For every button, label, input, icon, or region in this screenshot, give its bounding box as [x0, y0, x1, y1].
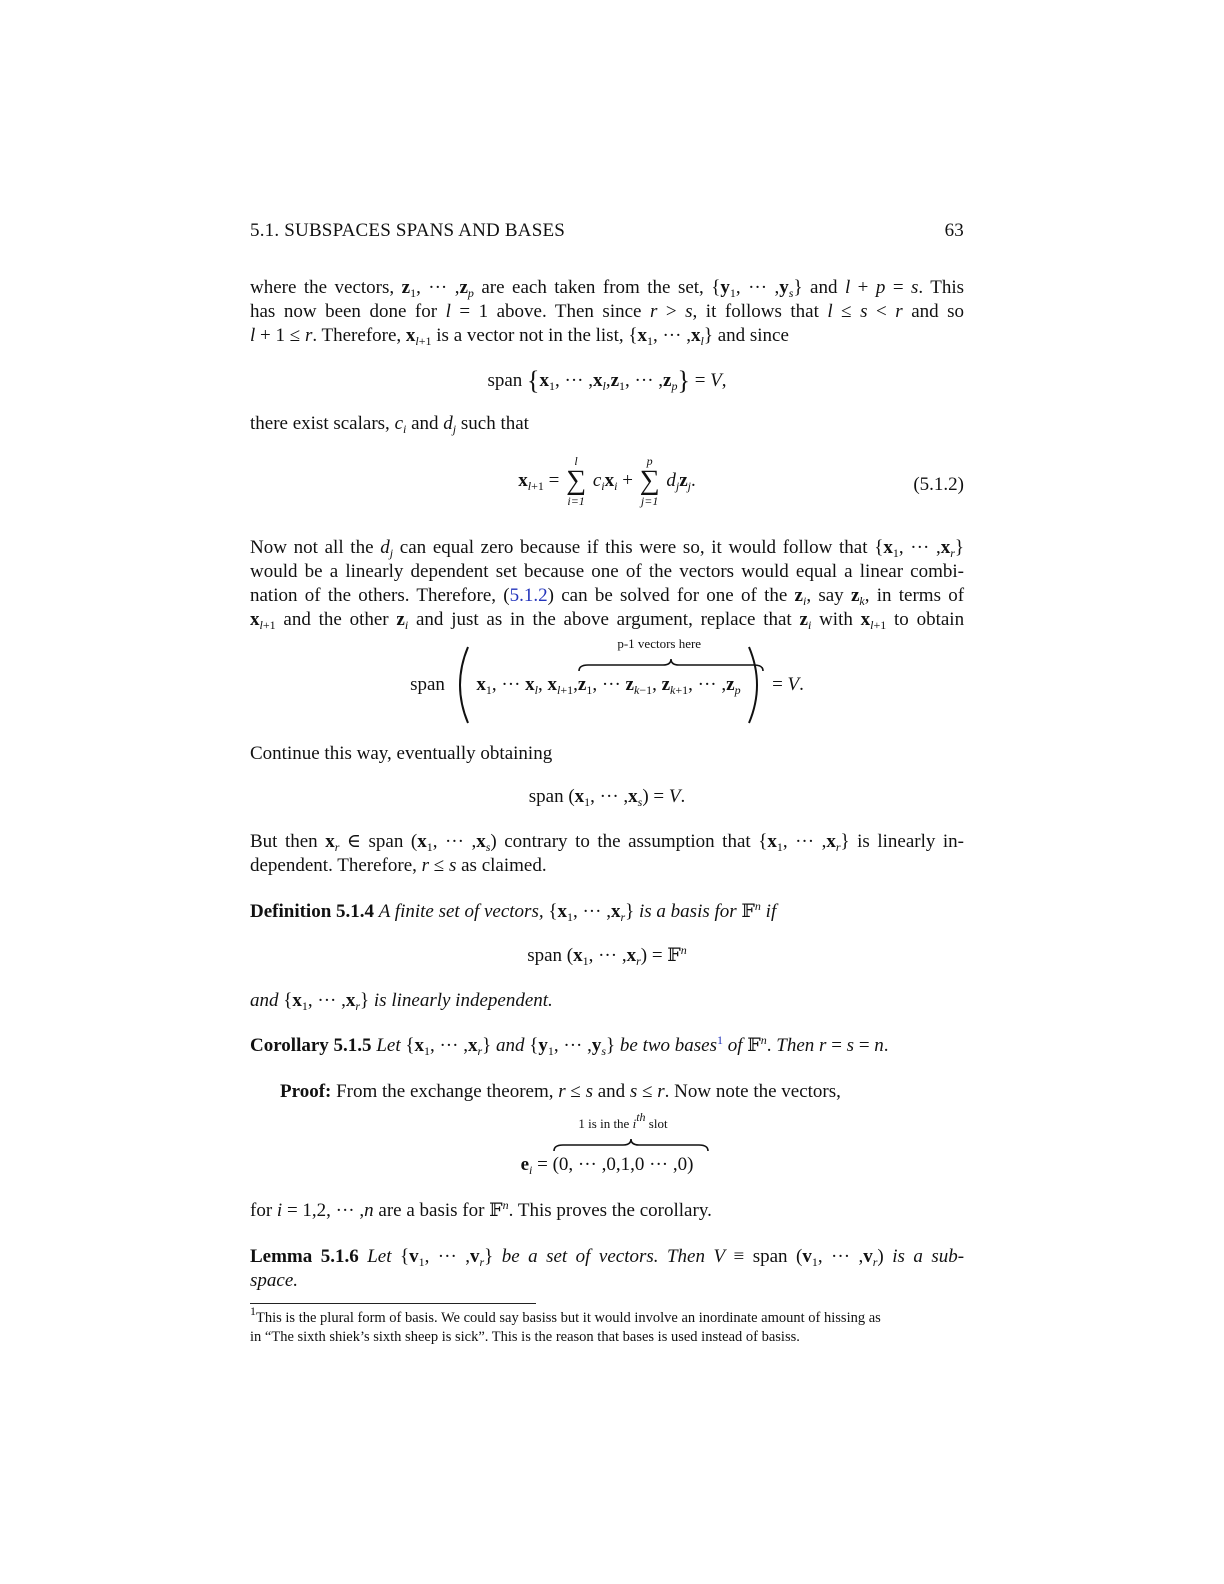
equation-5-1-2: $x_{l+1}$ = l ∑ i=1 $c_ix_i$ + p ∑ j=1 $d_jz_j$. [518, 454, 696, 508]
paragraph-line: Continue this way, eventually obtaining [250, 743, 553, 764]
page-number: 63 [944, 220, 964, 241]
running-header: 5.1. SUBSPACES SPANS AND BASES [250, 220, 566, 241]
display-equation: span ($x_1$, ··· $,x_r$) = 𝔽$^n$ [527, 943, 687, 968]
display-equation-overbrace: $e_i$ = 1 is in the $i^{th}$ slot (0, ··· ,0,1,0 ··· ,0) [250, 1124, 964, 1184]
proof-heading: Proof: [280, 1081, 332, 1102]
equation-ref-link[interactable]: 5.1.2 [509, 585, 548, 606]
paragraph-line: Now not all the $d_j$ can equal zero because if this were so, it would follow that {$x_1$, ··· $,x_r$} [250, 537, 965, 560]
footnote: in “The sixth shiek’s sixth sheep is sick”. This is the reason that bases is used instead of basiss. [250, 1329, 800, 1345]
footnote-rule [250, 1303, 536, 1304]
paragraph-line: would be a linearly dependent set because one of the vectors would equal a linear combi- [250, 561, 964, 582]
paragraph-line: But then $x_r$ ∈ span ($x_1$, ··· $,x_s$) contrary to the assumption that {$x_1$, ··· $,x_r$} is linearly in- [250, 831, 965, 854]
display-equation-overbrace: span $x_1$, ··· $x_l$, $x_{l+1}$, p-1 vectors here $z_1$, ··· $z_{k-1}$, $z_{k+1}$, ··· $,z_p = V$. [250, 645, 964, 725]
paragraph-line: nation of the others. Therefore, (5.1.2) can be solved for one of the $z_i$, say $z_k$, in terms of [250, 585, 965, 608]
brace-label: p-1 vectors here [617, 636, 702, 651]
paragraph-line: for i = 1,2, ··· ,n are a basis for 𝔽$^n$. This proves the corollary. [250, 1198, 712, 1221]
corollary-heading: Corollary 5.1.5 [250, 1035, 372, 1056]
definition-heading: Definition 5.1.4 [250, 901, 375, 922]
paragraph-line: dependent. Therefore, r ≤ s as claimed. [250, 855, 547, 876]
brace-label: 1 is in the $i^{th}$ slot [578, 1110, 668, 1131]
paragraph-line: has now been done for l = 1 above. Then since r > s, it follows that l ≤ s < r and so [250, 301, 965, 322]
definition-line: and {$x_1$, ··· $,x_r$} is linearly independent. [250, 990, 553, 1013]
corollary-line: Corollary 5.1.5 Let {$x_1$, ··· $,x_r$} and {$y_1$, ··· $,y_s$} be two bases$^1$ of 𝔽$^n$. Then r = s = n. [250, 1033, 889, 1058]
paragraph-line: there exist scalars, $c_i$ and $d_j$ such that [250, 413, 529, 436]
overbrace [578, 658, 764, 672]
footnote: $^1$This is the plural form of basis. We could say basiss but it would involve an inordinate amount of hissing as [250, 1304, 881, 1326]
left-paren [450, 645, 472, 725]
lemma-line: Lemma 5.1.6 Let {$v_1$, ··· $,v_r$} be a set of vectors. Then V ≡ span ($v_1$, ··· $,v_r$) is a sub- [250, 1246, 965, 1269]
proof-line: Proof: From the exchange theorem, r ≤ s and s ≤ r. Now note the vectors, [280, 1081, 841, 1102]
display-equation: span {$x_1$, ··· $,x_l,z_1$, ··· $,z_p\} = V$, [487, 366, 727, 395]
lemma-heading: Lemma 5.1.6 [250, 1246, 359, 1267]
display-equation: span ($x_1$, ··· $,x_s) = V$. [528, 786, 686, 809]
definition-line: Definition 5.1.4 A finite set of vectors, {$x_1$, ··· $,x_r$} is a basis for 𝔽$^n$ if [250, 899, 777, 924]
lemma-line: space. [250, 1270, 299, 1291]
paragraph-line: where the vectors, $z_1$, ··· $,z_p$ are each taken from the set, {$y_1$, ··· $,y_s$} and l + p = s. This [250, 277, 965, 300]
paragraph-line: l + 1 ≤ r. Therefore, $x_{l+1}$ is a vector not in the list, {$x_1$, ··· $,x_l$} and since [250, 325, 789, 348]
overbrace [553, 1138, 709, 1152]
equation-number: (5.1.2) [913, 474, 964, 495]
paragraph-line: $x_{l+1}$ and the other $z_i$ and just as in the above argument, replace that $z_i$ with $x_{l+1}$ to obtain [250, 609, 965, 632]
right-paren [745, 645, 767, 725]
